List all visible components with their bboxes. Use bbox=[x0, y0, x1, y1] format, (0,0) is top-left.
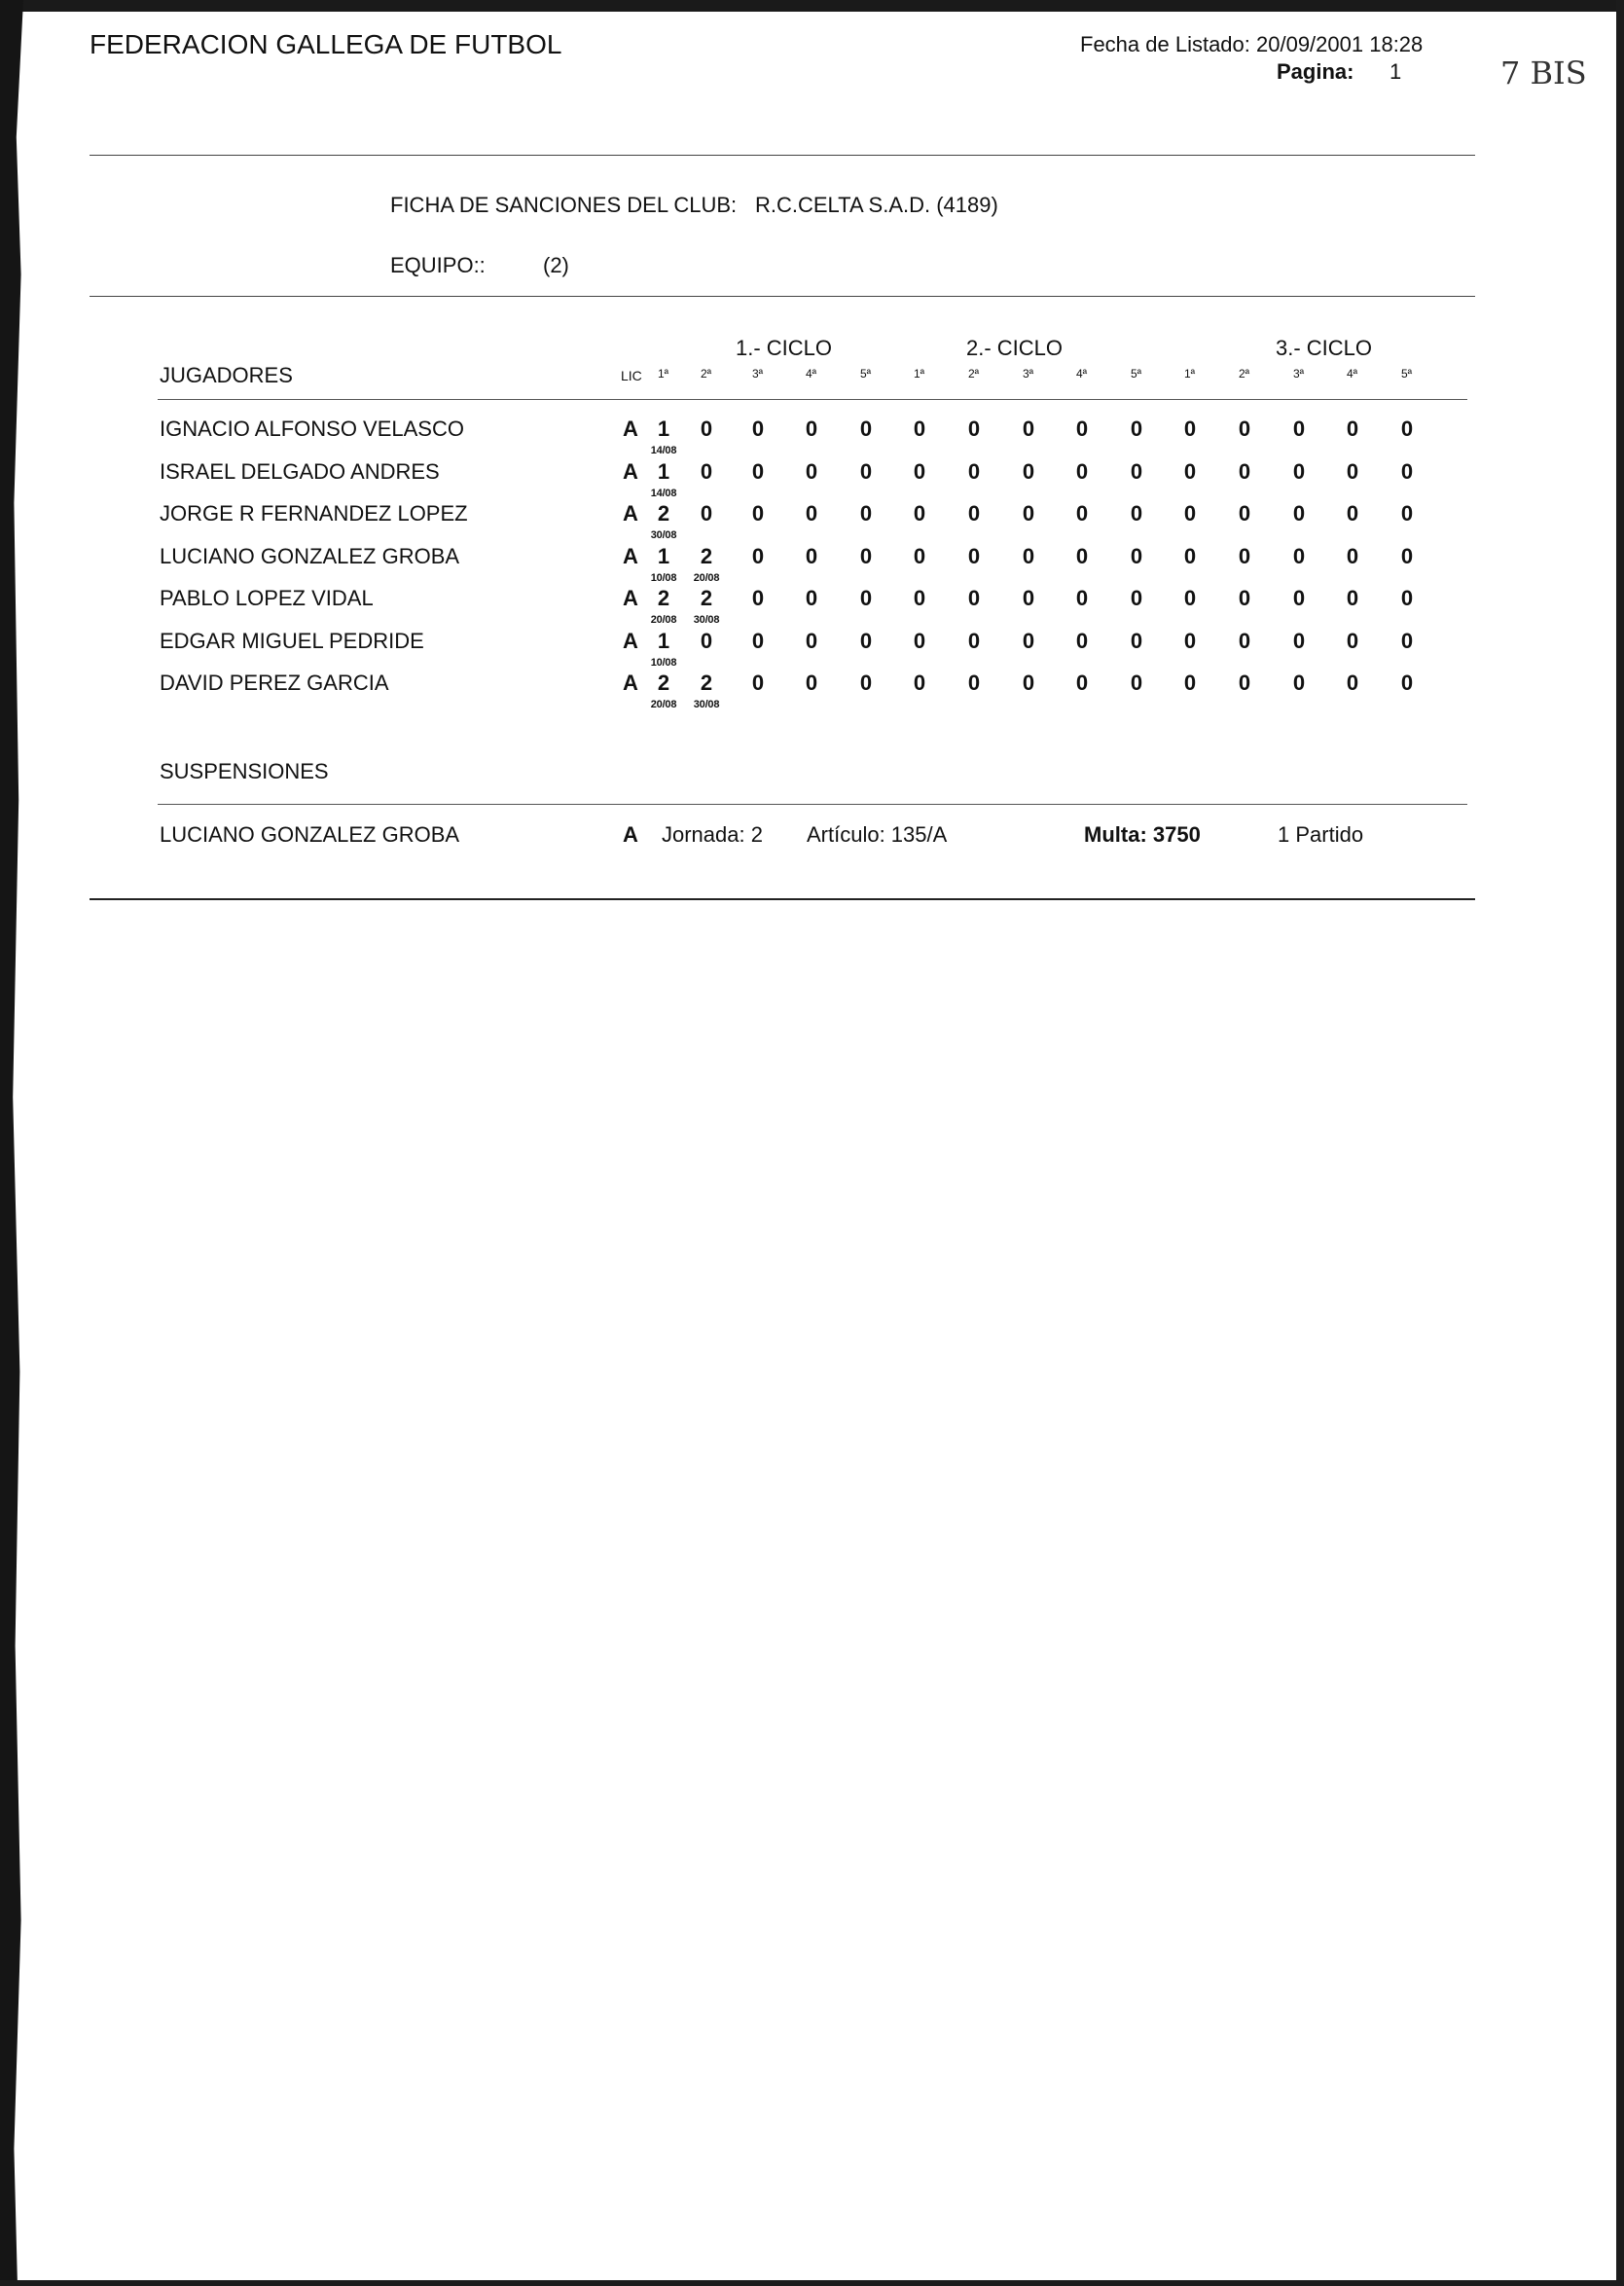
sanction-count: 0 bbox=[913, 458, 926, 484]
ciclo-heading: 2.- CICLO bbox=[966, 336, 1064, 360]
sanction-count: 0 bbox=[700, 501, 713, 526]
page-label: Pagina: bbox=[1277, 59, 1354, 84]
sanction-count: 0 bbox=[1075, 501, 1089, 526]
sanction-count: 0 bbox=[805, 586, 818, 610]
sanction-count: 0 bbox=[805, 417, 818, 441]
player-license: A bbox=[623, 671, 638, 695]
divider-suspensions bbox=[158, 804, 1467, 805]
sanction-count: 0 bbox=[1130, 458, 1143, 484]
sanction-count: 0 bbox=[1292, 628, 1306, 653]
round-column-header: 4ª bbox=[806, 367, 817, 381]
sanction-count: 0 bbox=[1183, 417, 1197, 441]
sanction-count: 0 bbox=[1238, 543, 1251, 568]
suspension-fine: Multa: 3750 bbox=[1084, 822, 1201, 847]
sanction-count: 0 bbox=[1400, 543, 1414, 568]
sanction-date: 10/08 bbox=[650, 571, 677, 584]
sanction-count: 0 bbox=[700, 458, 713, 484]
divider-bottom bbox=[90, 898, 1475, 900]
sanction-count: 0 bbox=[1183, 543, 1197, 568]
sanction-date: 30/08 bbox=[693, 614, 720, 626]
sanction-count: 0 bbox=[700, 417, 713, 441]
sanction-count: 1 bbox=[657, 458, 670, 484]
sanction-date: 20/08 bbox=[693, 571, 720, 584]
scan-border-bottom bbox=[0, 2280, 1624, 2286]
round-column-header: 4ª bbox=[1347, 367, 1358, 381]
sanction-count: 0 bbox=[751, 458, 765, 484]
sanction-count: 0 bbox=[1292, 671, 1306, 695]
round-column-header: 2ª bbox=[968, 367, 980, 381]
organization-title: FEDERACION GALLEGA DE FUTBOL bbox=[90, 29, 562, 59]
player-name: ISRAEL DELGADO ANDRES bbox=[160, 458, 440, 484]
sanction-count: 0 bbox=[1292, 543, 1306, 568]
table-row bbox=[0, 417, 1624, 459]
sanction-count: 0 bbox=[1400, 586, 1414, 610]
sanction-count: 0 bbox=[1292, 586, 1306, 610]
round-column-header: 3ª bbox=[1293, 367, 1305, 381]
sanction-count: 0 bbox=[1183, 671, 1197, 695]
sanction-count: 0 bbox=[967, 586, 981, 610]
sanction-count: 0 bbox=[859, 671, 873, 695]
sanction-count: 0 bbox=[859, 501, 873, 526]
sanction-count: 0 bbox=[1238, 628, 1251, 653]
player-name: EDGAR MIGUEL PEDRIDE bbox=[160, 628, 424, 653]
sanction-count: 0 bbox=[1400, 458, 1414, 484]
sanction-count: 2 bbox=[700, 543, 713, 568]
sanction-count: 0 bbox=[1238, 586, 1251, 610]
sanction-date: 10/08 bbox=[650, 656, 677, 669]
sanction-count: 0 bbox=[1400, 671, 1414, 695]
handwritten-note: 7 BIS bbox=[1500, 54, 1587, 91]
sanction-count: 0 bbox=[1183, 501, 1197, 526]
sanction-count: 0 bbox=[1292, 501, 1306, 526]
player-name: LUCIANO GONZALEZ GROBA bbox=[160, 543, 460, 568]
sanction-count: 0 bbox=[751, 501, 765, 526]
players-column-header: JUGADORES bbox=[160, 363, 293, 387]
sanction-count: 0 bbox=[1022, 458, 1035, 484]
scan-border-right bbox=[1616, 0, 1624, 2286]
suspensions-title: SUSPENSIONES bbox=[160, 759, 329, 783]
player-license: A bbox=[623, 417, 638, 441]
sanction-count: 0 bbox=[1022, 543, 1035, 568]
sanction-date: 14/08 bbox=[650, 487, 677, 499]
sanction-count: 0 bbox=[1130, 671, 1143, 695]
sanction-count: 0 bbox=[1183, 458, 1197, 484]
sanction-count: 0 bbox=[913, 586, 926, 610]
sanction-count: 0 bbox=[1075, 458, 1089, 484]
table-row bbox=[0, 459, 1624, 502]
sanction-count: 0 bbox=[1346, 458, 1359, 484]
sanction-count: 0 bbox=[1346, 501, 1359, 526]
table-row bbox=[0, 586, 1624, 629]
sanction-count: 0 bbox=[1075, 586, 1089, 610]
sanction-count: 0 bbox=[913, 671, 926, 695]
ciclo-heading: 1.- CICLO bbox=[736, 336, 833, 360]
round-column-header: 5ª bbox=[1131, 367, 1142, 381]
sanction-count: 0 bbox=[1075, 543, 1089, 568]
sanction-count: 0 bbox=[1346, 628, 1359, 653]
sanction-count: 2 bbox=[657, 586, 670, 610]
sanction-count: 0 bbox=[1238, 458, 1251, 484]
sanction-count: 0 bbox=[913, 543, 926, 568]
sanction-count: 0 bbox=[967, 671, 981, 695]
ciclo-heading: 3.- CICLO bbox=[1276, 336, 1373, 360]
round-column-header: 4ª bbox=[1076, 367, 1088, 381]
player-name: DAVID PEREZ GARCIA bbox=[160, 671, 389, 695]
sanction-count: 2 bbox=[700, 671, 713, 695]
sanction-count: 0 bbox=[805, 501, 818, 526]
sanction-count: 0 bbox=[751, 543, 765, 568]
round-column-header: 5ª bbox=[1401, 367, 1413, 381]
scan-border-top bbox=[0, 0, 1624, 12]
sanction-count: 0 bbox=[1400, 501, 1414, 526]
sanction-count: 0 bbox=[1400, 628, 1414, 653]
sanction-count: 0 bbox=[751, 671, 765, 695]
round-column-header: 2ª bbox=[701, 367, 712, 381]
sanction-count: 0 bbox=[1130, 501, 1143, 526]
sanction-count: 0 bbox=[859, 586, 873, 610]
sanction-count: 0 bbox=[805, 543, 818, 568]
sanction-date: 14/08 bbox=[650, 445, 677, 456]
round-column-header: 1ª bbox=[658, 367, 669, 381]
sanction-count: 0 bbox=[1130, 628, 1143, 653]
round-column-header: 1ª bbox=[914, 367, 925, 381]
sanction-count: 1 bbox=[657, 417, 670, 441]
sanction-date: 30/08 bbox=[693, 699, 720, 710]
sanction-count: 0 bbox=[751, 417, 765, 441]
sanction-count: 0 bbox=[1075, 417, 1089, 441]
license-column-header: LIC bbox=[621, 368, 642, 383]
sanction-count: 0 bbox=[913, 501, 926, 526]
sanction-date: 20/08 bbox=[650, 614, 677, 626]
sanction-count: 0 bbox=[913, 628, 926, 653]
sanction-count: 0 bbox=[1292, 458, 1306, 484]
sanction-count: 0 bbox=[913, 417, 926, 441]
sanction-count: 1 bbox=[657, 628, 670, 653]
player-license: A bbox=[623, 501, 638, 526]
sanction-count: 0 bbox=[700, 628, 713, 653]
sanction-count: 0 bbox=[805, 628, 818, 653]
team-value: (2) bbox=[543, 253, 569, 277]
sanction-count: 0 bbox=[967, 417, 981, 441]
sanction-count: 0 bbox=[1130, 543, 1143, 568]
sanction-count: 0 bbox=[1346, 671, 1359, 695]
sanction-count: 0 bbox=[1238, 417, 1251, 441]
table-row bbox=[0, 544, 1624, 587]
player-license: A bbox=[623, 628, 638, 653]
sanction-count: 0 bbox=[1292, 417, 1306, 441]
sanction-count: 1 bbox=[657, 543, 670, 568]
round-column-header: 3ª bbox=[752, 367, 764, 381]
sanction-count: 0 bbox=[805, 458, 818, 484]
sanction-count: 2 bbox=[657, 671, 670, 695]
sanction-count: 0 bbox=[859, 458, 873, 484]
sanction-count: 0 bbox=[1238, 671, 1251, 695]
sanction-count: 0 bbox=[967, 458, 981, 484]
sanction-count: 0 bbox=[751, 628, 765, 653]
sanction-count: 0 bbox=[1346, 417, 1359, 441]
club-name: R.C.CELTA S.A.D. (4189) bbox=[755, 193, 998, 217]
sanction-count: 0 bbox=[1022, 671, 1035, 695]
sanction-count: 0 bbox=[1183, 586, 1197, 610]
sanction-count: 0 bbox=[859, 417, 873, 441]
player-license: A bbox=[623, 586, 638, 610]
suspension-round: Jornada: 2 bbox=[662, 822, 763, 847]
sanction-count: 0 bbox=[1022, 586, 1035, 610]
sanction-date: 30/08 bbox=[650, 529, 677, 541]
sanction-count: 0 bbox=[967, 543, 981, 568]
page-number: 1 bbox=[1389, 59, 1402, 84]
round-column-header: 1ª bbox=[1184, 367, 1196, 381]
table-row bbox=[0, 501, 1624, 544]
sanction-count: 0 bbox=[1183, 628, 1197, 653]
sanction-count: 0 bbox=[1130, 417, 1143, 441]
sanction-count: 2 bbox=[657, 501, 670, 526]
sanction-count: 0 bbox=[1400, 417, 1414, 441]
sanction-count: 0 bbox=[1346, 586, 1359, 610]
sanction-count: 0 bbox=[751, 586, 765, 610]
sanction-count: 0 bbox=[967, 628, 981, 653]
sanction-count: 0 bbox=[805, 671, 818, 695]
suspension-player-name: LUCIANO GONZALEZ GROBA bbox=[160, 822, 460, 847]
sanction-count: 0 bbox=[1075, 671, 1089, 695]
sanction-count: 0 bbox=[859, 543, 873, 568]
divider-club bbox=[90, 296, 1475, 297]
sanction-count: 0 bbox=[1075, 628, 1089, 653]
divider-top bbox=[90, 155, 1475, 156]
divider-table-header bbox=[158, 399, 1467, 400]
team-label: EQUIPO:: bbox=[390, 253, 486, 277]
player-license: A bbox=[623, 543, 638, 568]
player-name: IGNACIO ALFONSO VELASCO bbox=[160, 417, 464, 441]
table-row bbox=[0, 671, 1624, 713]
sanction-count: 0 bbox=[1238, 501, 1251, 526]
listing-date: Fecha de Listado: 20/09/2001 18:28 bbox=[1080, 32, 1424, 56]
sanction-count: 0 bbox=[967, 501, 981, 526]
sanction-count: 2 bbox=[700, 586, 713, 610]
round-column-header: 2ª bbox=[1239, 367, 1250, 381]
sanction-count: 0 bbox=[1346, 543, 1359, 568]
round-column-header: 3ª bbox=[1023, 367, 1034, 381]
round-column-header: 5ª bbox=[860, 367, 872, 381]
club-sheet-label: FICHA DE SANCIONES DEL CLUB: bbox=[390, 193, 738, 217]
player-name: PABLO LOPEZ VIDAL bbox=[160, 586, 374, 610]
sanction-count: 0 bbox=[1022, 628, 1035, 653]
suspension-article: Artículo: 135/A bbox=[807, 822, 948, 847]
player-name: JORGE R FERNANDEZ LOPEZ bbox=[160, 501, 468, 526]
player-license: A bbox=[623, 458, 638, 484]
scan-border-left bbox=[0, 0, 23, 2286]
suspension-license: A bbox=[623, 822, 638, 847]
sanction-count: 0 bbox=[1022, 501, 1035, 526]
sanction-count: 0 bbox=[1022, 417, 1035, 441]
suspension-matches: 1 Partido bbox=[1278, 822, 1364, 847]
sanction-count: 0 bbox=[859, 628, 873, 653]
table-row bbox=[0, 629, 1624, 671]
sanction-date: 20/08 bbox=[650, 699, 677, 710]
sanction-count: 0 bbox=[1130, 586, 1143, 610]
